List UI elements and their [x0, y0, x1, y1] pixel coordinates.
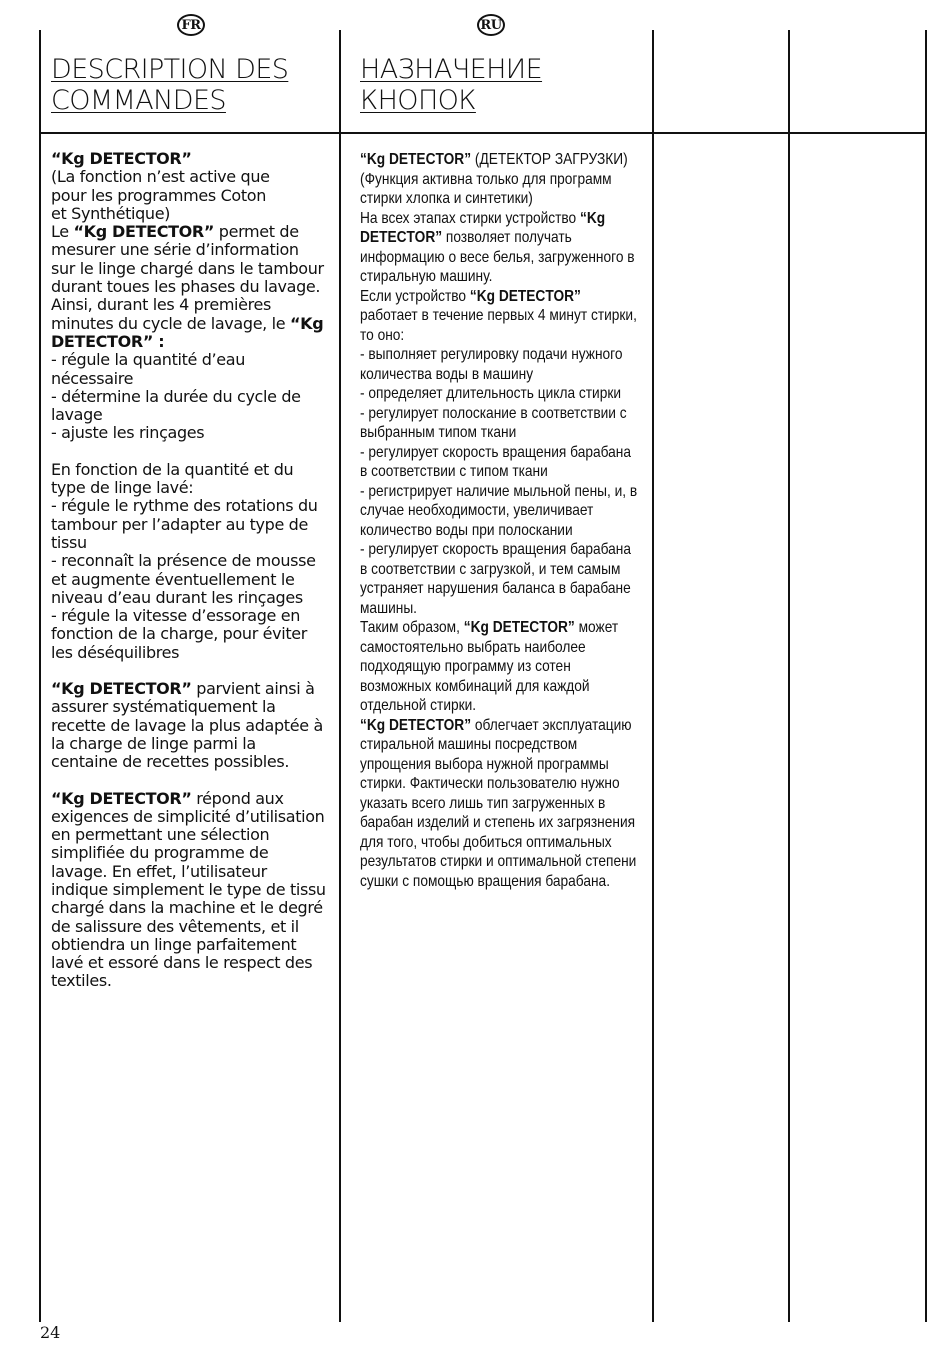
ru-list-item: - регулирует скорость вращения барабана в соответствии с типом ткани [360, 443, 631, 480]
ru-paragraph-1: На всех этапах стирки устройство “Kg DETECTOR” позволяет получать информацию о весе белья, загруженного в стиральную машину. [360, 209, 635, 285]
ru-list-item: - регулирует полоскание в соответствии с выбранным типом ткани [360, 404, 627, 441]
heading-ru [360, 54, 542, 116]
fr-list-item: - reconnaît la présence de mousse et augmente éventuellement le niveau d’eau durant les rinçages [51, 551, 316, 607]
fr-list-item: - régule la quantité d’eau nécessaire [51, 350, 246, 388]
ru-list-item: - выполняет регулировку подачи нужного количества воды в машину [360, 346, 623, 383]
fr-paragraph-4: “Kg DETECTOR” parvient ainsi à assurer systématiquement la recette de lavage la plus adaptée à la charge de linge parmi la centaine de recettes possibles. [51, 679, 323, 772]
fr-paragraph-2: Ainsi, durant les 4 premières minutes du cycle de lavage, le “Kg DETECTOR” : [51, 295, 324, 351]
header-rule [39, 132, 927, 134]
fr-list-item: - ajuste les rinçages [51, 423, 205, 443]
ru-list-item: - регистрирует наличие мыльной пены, и, в случае необходимости, увеличивает количество воды при полоскании [360, 482, 638, 539]
language-badge-fr: FR [177, 14, 205, 36]
fr-paragraph-5: “Kg DETECTOR” répond aux exigences de simplicité d’utilisation en permettant une sélection simplifiée du programme de lavage. En effet, l’utilisateur indique simplement le type de tissu chargé dans la machine et le degré de salissure des vêtements, et il obtiendra un linge parfaitement lavé et essoré dans le respect des textiles. [51, 788, 326, 991]
fr-intro-title: “Kg DETECTOR” [51, 149, 192, 168]
language-badge-ru: RU [477, 14, 505, 36]
column-divider [788, 30, 790, 1322]
heading-ru-line2: КНОПОК [360, 85, 476, 116]
heading-ru-line1: НАЗНАЧЕНИЕ [360, 54, 543, 85]
heading-fr-line2: COMMANDES [51, 85, 226, 116]
page-number: 24 [40, 1323, 61, 1342]
fr-paragraph-1: Le “Kg DETECTOR” permet de mesurer une série d’information sur le linge chargé dans le tambour durant toues les phases du lavage. [51, 222, 324, 297]
column-divider [652, 30, 654, 1322]
column-divider [339, 30, 341, 1322]
ru-paragraph-2: Если устройство “Kg DETECTOR” работает в течение первых 4 минут стирки, то оно: [360, 287, 637, 344]
fr-list-item: - régule la vitesse d’essorage en fonction de la charge, pour éviter les déséquilibres [51, 606, 308, 662]
ru-note: (Функция активна только для программ стирки хлопка и синтетики) [360, 170, 612, 207]
body-ru [360, 150, 642, 891]
heading-fr-line1: DESCRIPTION DES [51, 54, 289, 85]
ru-paragraph-3: Таким образом, “Kg DETECTOR” может самостоятельно выбрать наиболее подходящую программу из сотен возможных комбинаций для каждой отдельной стирки. [360, 619, 619, 714]
fr-list-item: - régule le rythme des rotations du tambour per l’adapter au type de tissu [51, 496, 318, 552]
ru-paragraph-4: “Kg DETECTOR” облегчает эксплуатацию стиральной машины посредством упрощения выбора нужной программы стирки. Фактически пользователю нужно указать всего лишь тип загруженных в барабан изделий и степень их загрязнения для того, чтобы добиться оптимальных результатов стирки и оптимальной степени сушки с помощью вращения барабана. [360, 716, 637, 890]
heading-fr [51, 54, 288, 116]
column-divider [925, 30, 927, 1322]
ru-title: “Kg DETECTOR” (ДЕТЕКТОР ЗАГРУЗКИ) [360, 151, 628, 168]
fr-intro-note: (La fonction n’est active que pour les programmes Coton et Synthétique) [51, 167, 270, 223]
ru-list-item: - определяет длительность цикла стирки [360, 385, 622, 402]
fr-paragraph-3: En fonction de la quantité et du type de linge lavé: [51, 459, 294, 498]
column-divider [39, 30, 41, 1322]
body-fr [51, 150, 327, 991]
fr-list-item: - détermine la durée du cycle de lavage [51, 386, 301, 425]
ru-list-item: - регулирует скорость вращения барабана в соответствии с загрузкой, и тем самым устраняет нарушения баланса в барабане машины. [360, 541, 631, 617]
